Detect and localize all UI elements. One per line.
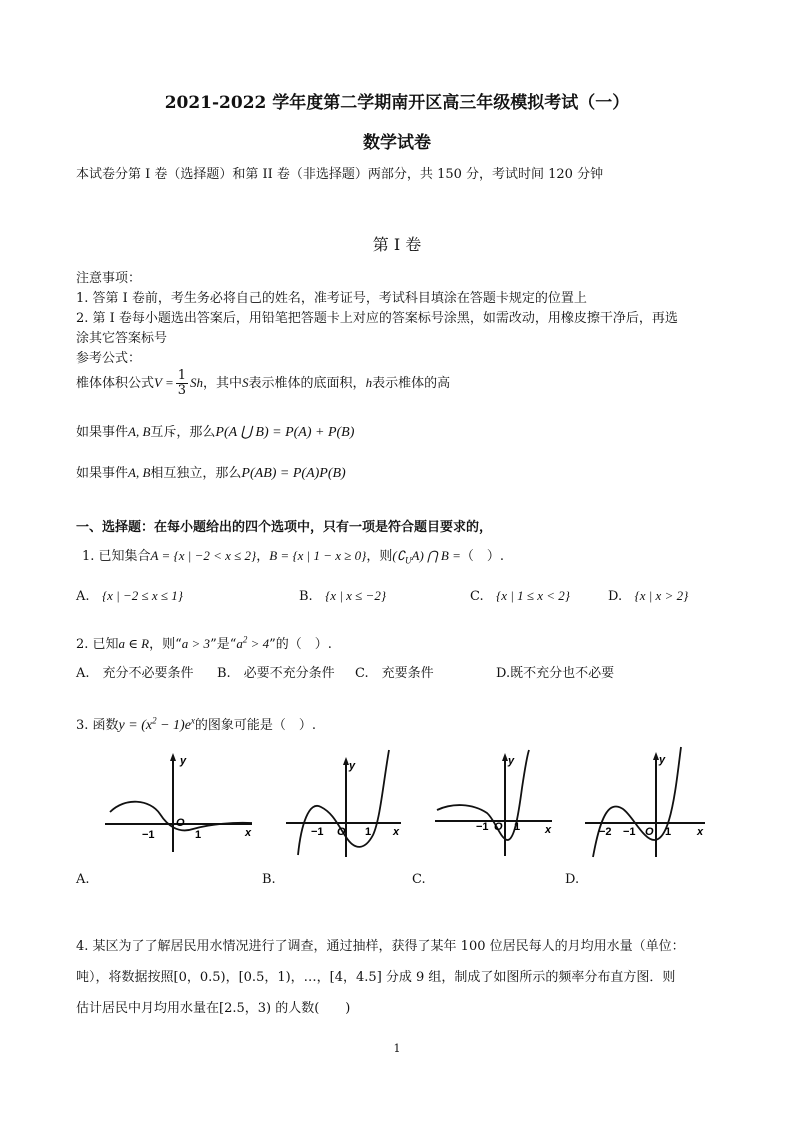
question-4-line-2: 吨），将数据按照[0，0.5)，[0.5，1)，…，[4，4.5] 分成 9 组，制成了如图所示的频率分布直方图．则 bbox=[76, 970, 676, 985]
fraction-numerator: 1 bbox=[177, 368, 187, 383]
formula-exclusive-expr: P(A ⋃ B) = P(A) + P(B) bbox=[215, 425, 355, 440]
q2-statement-q-sup: 2 bbox=[242, 634, 248, 645]
question-3 bbox=[76, 714, 316, 734]
q1-option-d-label: D. bbox=[608, 589, 623, 604]
graph-a-axis-x: x bbox=[245, 827, 252, 839]
graph-c-tick-neg: −1 bbox=[476, 821, 489, 833]
notice-label: 注意事项： bbox=[76, 271, 142, 286]
q2-option-b: B. 必要不充分条件 bbox=[217, 666, 335, 681]
q1-expr-rest: A) ⋂ B = bbox=[411, 548, 461, 563]
notice-item-2-line-1: 2. 第 I 卷每小题选出答案后，用铅笔把答题卡上对应的答案标号涂黑，如需改动，用橡皮擦干净后，再选 bbox=[76, 311, 678, 326]
graph-d-tick-neg-2: −2 bbox=[599, 826, 612, 838]
graph-d-axis-y: y bbox=[659, 754, 666, 766]
page-number: 1 bbox=[393, 1042, 401, 1055]
q3-prefix: 3. 函数 bbox=[76, 718, 119, 733]
q1-expr-sub: U bbox=[405, 555, 412, 566]
graph-b-axis-x: x bbox=[393, 826, 400, 838]
question-1 bbox=[82, 545, 504, 566]
part-one-heading: 一、选择题：在每小题给出的四个选项中，只有一项是符合题目要求的， bbox=[76, 520, 493, 535]
formula-independent bbox=[76, 462, 346, 482]
q1-option-c-label: C. bbox=[470, 589, 484, 604]
graph-a bbox=[100, 752, 260, 857]
graph-d-origin: O bbox=[645, 826, 654, 838]
q1-option-a-text: {x | −2 ≤ x ≤ 1} bbox=[101, 588, 183, 603]
graph-c-tick-pos: 1 bbox=[514, 821, 521, 833]
notice-item-2-line-2: 涂其它答案标号 bbox=[76, 331, 168, 346]
formula-independent-events: A, B bbox=[128, 465, 151, 480]
question-2 bbox=[76, 633, 332, 652]
graph-b-tick-neg: −1 bbox=[311, 826, 324, 838]
q2-statement-q-rest: > 4 bbox=[247, 636, 270, 651]
q2-condition: a ∈ R bbox=[118, 636, 150, 651]
q2-option-d: D.既不充分也不必要 bbox=[496, 666, 615, 681]
graph-a-tick-neg: −1 bbox=[142, 829, 155, 841]
graph-c-axis-y: y bbox=[508, 755, 515, 767]
q1-option-a bbox=[76, 588, 183, 604]
q3-suffix: 的图象可能是（ ）. bbox=[194, 718, 317, 733]
notice-item-1: 1. 答第 I 卷前，考生务必将自己的姓名，准考证号，考试科目填涂在答题卡规定的位置上 bbox=[76, 291, 587, 306]
q1-set-b: B = {x | 1 − x ≥ 0} bbox=[269, 548, 367, 563]
q1-option-d-text: {x | x > 2} bbox=[634, 588, 689, 603]
q1-expr: (∁ bbox=[392, 548, 405, 563]
exam-subtitle: 数学试卷 bbox=[363, 133, 431, 153]
q2-option-a: A. 充分不必要条件 bbox=[76, 666, 194, 681]
q2-option-c: C. 充要条件 bbox=[355, 666, 434, 681]
fraction-one-third bbox=[176, 369, 188, 398]
graph-b bbox=[283, 745, 413, 860]
q2-mid-1: ，则“ bbox=[149, 637, 182, 652]
formula-volume bbox=[76, 369, 450, 398]
graph-a-label: A. bbox=[76, 872, 90, 887]
q2-prefix: 2. 已知 bbox=[76, 637, 119, 652]
q3-function-sup-2: x bbox=[190, 715, 195, 726]
formula-exclusive-mid: 互斥，那么 bbox=[150, 425, 216, 440]
graph-c-origin: O bbox=[494, 821, 503, 833]
q1-option-b-label: B. bbox=[299, 589, 313, 604]
q3-function-sup: 2 bbox=[152, 715, 157, 726]
graph-c-label: C. bbox=[412, 872, 426, 887]
formula-exclusive-prefix: 如果事件 bbox=[76, 425, 129, 440]
formula-volume-text-a: ，其中 bbox=[203, 376, 243, 391]
q2-statement-p: a > 3 bbox=[181, 636, 211, 651]
graph-c-axis-x: x bbox=[545, 824, 552, 836]
graph-b-axis-y: y bbox=[349, 760, 356, 772]
formula-volume-text-c: 表示椎体的高 bbox=[372, 376, 451, 391]
q1-prefix: 1. 已知集合 bbox=[82, 549, 151, 564]
graph-a-axis-y: y bbox=[180, 755, 187, 767]
graph-a-origin: O bbox=[176, 817, 185, 829]
q2-statement-q: a bbox=[236, 636, 243, 651]
formula-volume-prefix: 椎体体积公式 bbox=[76, 376, 155, 391]
formula-independent-prefix: 如果事件 bbox=[76, 466, 129, 481]
formula-volume-rhs: Sh bbox=[190, 375, 204, 390]
q1-option-d bbox=[608, 588, 688, 604]
formula-label: 参考公式： bbox=[76, 351, 142, 366]
q1-blank: （ ）. bbox=[460, 549, 505, 564]
section-heading: 第 I 卷 bbox=[372, 235, 422, 254]
graph-b-tick-pos: 1 bbox=[365, 826, 372, 838]
formula-independent-mid: 相互独立，那么 bbox=[150, 466, 242, 481]
q1-option-a-label: A. bbox=[76, 589, 90, 604]
question-4-line-1: 4. 某区为了了解居民用水情况进行了调查，通过抽样，获得了某年 100 位居民每人的月均用水量（单位： bbox=[76, 939, 685, 954]
graph-d-axis-x: x bbox=[697, 826, 704, 838]
graph-d-tick-pos: 1 bbox=[665, 826, 672, 838]
graph-d-label: D. bbox=[565, 872, 580, 887]
formula-volume-lhs: V = bbox=[154, 375, 174, 390]
formula-independent-expr: P(AB) = P(A)P(B) bbox=[241, 466, 346, 481]
graph-d bbox=[583, 745, 713, 860]
q3-function-rest: − 1)e bbox=[156, 718, 191, 733]
q1-option-c-text: {x | 1 ≤ x < 2} bbox=[496, 588, 570, 603]
q3-function: y = (x bbox=[118, 718, 153, 733]
graph-b-origin: O bbox=[337, 826, 346, 838]
q1-option-b bbox=[299, 588, 386, 604]
graph-a-tick-pos: 1 bbox=[195, 829, 202, 841]
formula-var-s: S bbox=[242, 375, 249, 390]
q1-option-b-text: {x | x ≤ −2} bbox=[325, 588, 387, 603]
graph-b-label: B. bbox=[262, 872, 276, 887]
formula-volume-text-b: 表示椎体的底面积， bbox=[248, 376, 366, 391]
q1-option-c bbox=[470, 588, 570, 604]
question-4-line-3: 估计居民中月均用水量在[2.5，3) 的人数( ) bbox=[76, 1001, 351, 1016]
formula-exclusive bbox=[76, 421, 354, 441]
q1-set-a: A = {x | −2 < x ≤ 2} bbox=[150, 548, 257, 563]
exam-intro: 本试卷分第 I 卷（选择题）和第 II 卷（非选择题）两部分，共 150 分，考试时间 120 分钟 bbox=[76, 167, 604, 182]
graph-c bbox=[432, 748, 562, 858]
q1-separator: ， bbox=[256, 549, 270, 564]
exam-title: 2021-2022 学年度第二学期南开区高三年级模拟考试（一） bbox=[164, 93, 630, 113]
formula-var-h: h bbox=[365, 375, 373, 390]
q1-mid: ，则 bbox=[366, 549, 393, 564]
graph-d-tick-neg-1: −1 bbox=[623, 826, 636, 838]
fraction-denominator: 3 bbox=[177, 383, 187, 398]
q2-mid-3: ”的（ ）. bbox=[269, 637, 332, 652]
q2-mid-2: ”是“ bbox=[210, 637, 237, 652]
formula-exclusive-events: A, B bbox=[128, 424, 151, 439]
